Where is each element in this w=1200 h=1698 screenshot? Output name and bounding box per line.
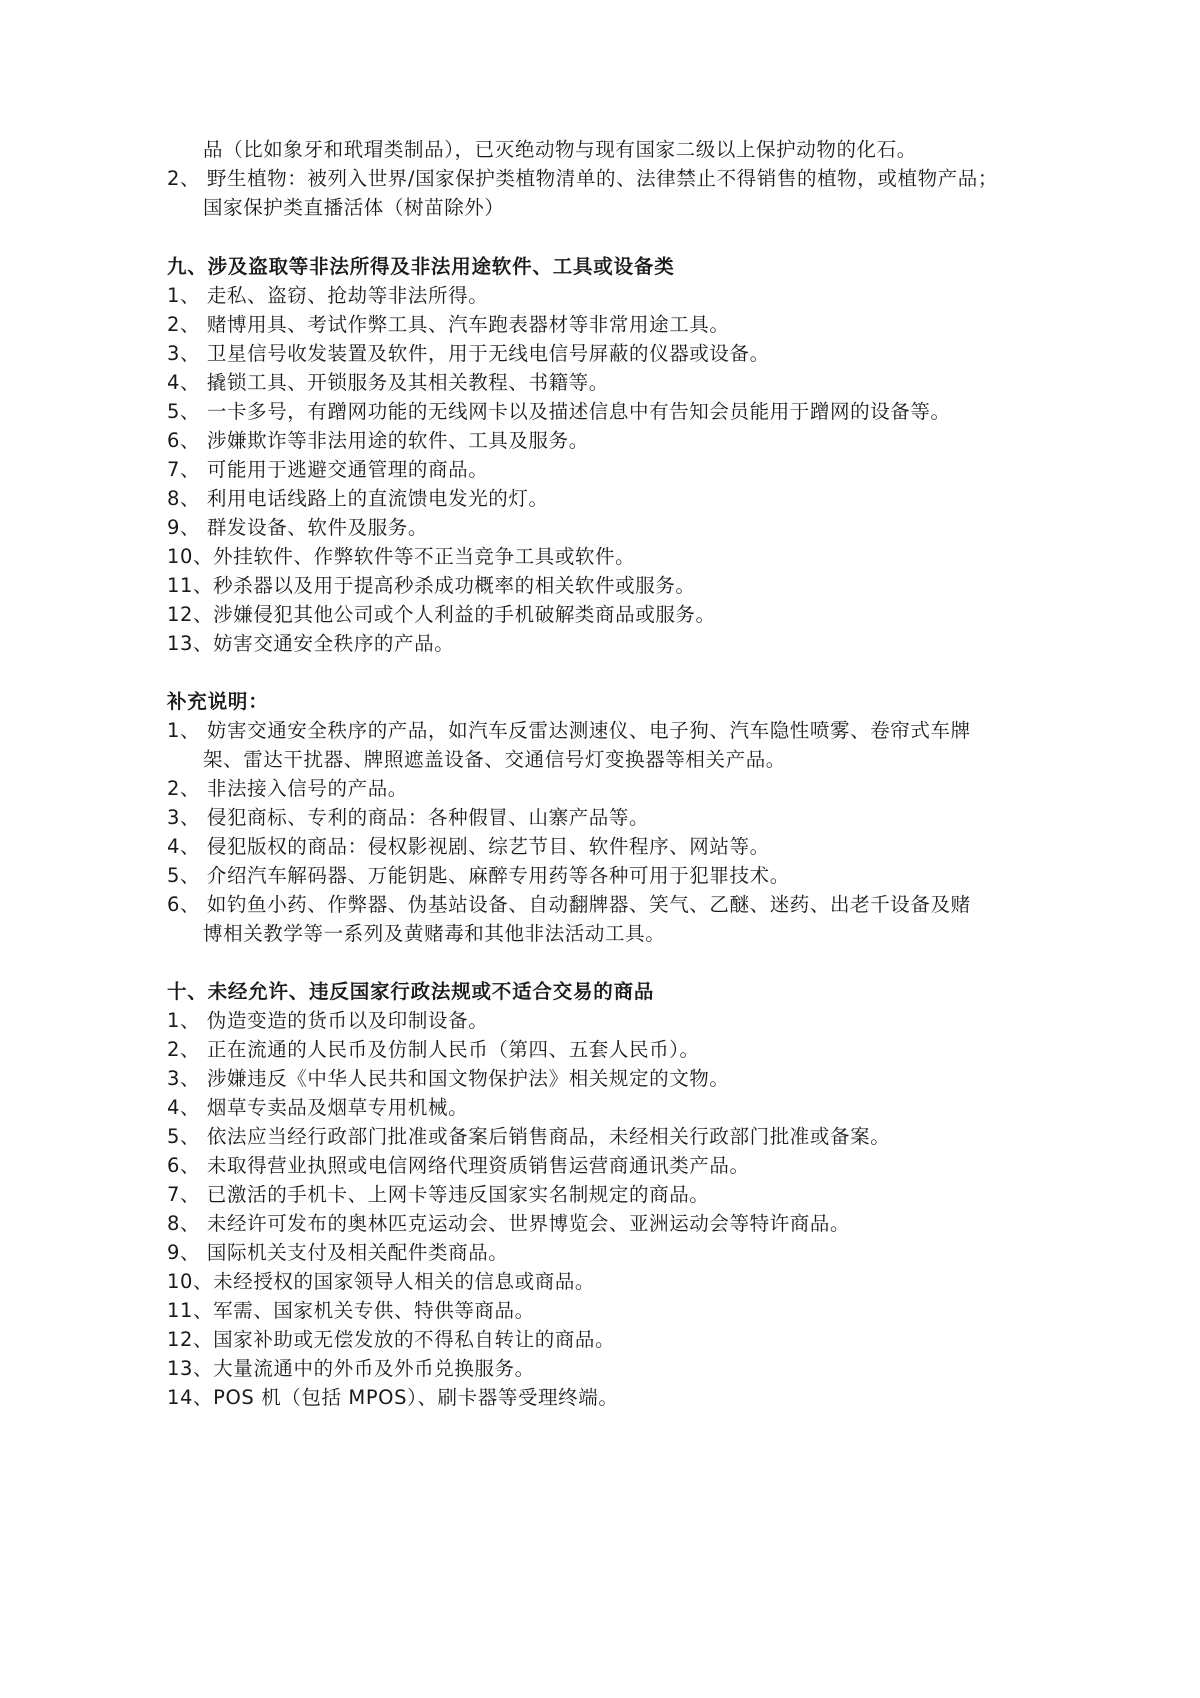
list-item: 2、 野生植物：被列入世界/国家保护类植物清单的、法律禁止不得销售的植物，或植物产品； [167,167,998,190]
list-item: 10、外挂软件、作弊软件等不正当竞争工具或软件。 [167,545,636,568]
list-item-continuation: 博相关教学等一系列及黄赌毒和其他非法活动工具。 [203,922,666,945]
list-item: 6、 涉嫌欺诈等非法用途的软件、工具及服务。 [167,429,589,452]
list-item-continuation: 架、雷达干扰器、牌照遮盖设备、交通信号灯变换器等相关产品。 [203,748,786,771]
list-item: 10、未经授权的国家领导人相关的信息或商品。 [167,1270,596,1293]
list-item: 5、 一卡多号，有蹭网功能的无线网卡以及描述信息中有告知会员能用于蹭网的设备等。 [167,400,951,423]
list-item: 8、 未经许可发布的奥林匹克运动会、世界博览会、亚洲运动会等特许商品。 [167,1212,851,1235]
list-item: 3、 涉嫌违反《中华人民共和国文物保护法》相关规定的文物。 [167,1067,730,1090]
list-item: 3、 卫星信号收发装置及软件，用于无线电信号屏蔽的仪器或设备。 [167,342,770,365]
list-item: 2、 正在流通的人民币及仿制人民币（第四、五套人民币）。 [167,1038,700,1061]
list-item: 2、 非法接入信号的产品。 [167,777,408,800]
list-item: 7、 可能用于逃避交通管理的商品。 [167,458,489,481]
list-item: 9、 国际机关支付及相关配件类商品。 [167,1241,509,1264]
list-item: 5、 介绍汽车解码器、万能钥匙、麻醉专用药等各种可用于犯罪技术。 [167,864,790,887]
list-item: 6、 如钓鱼小药、作弊器、伪基站设备、自动翻牌器、笑气、乙醚、迷药、出老千设备及赌 [167,893,971,916]
list-item: 2、 赌博用具、考试作弊工具、汽车跑表器材等非常用途工具。 [167,313,730,336]
list-item: 9、 群发设备、软件及服务。 [167,516,429,539]
list-item: 7、 已激活的手机卡、上网卡等违反国家实名制规定的商品。 [167,1183,710,1206]
list-item: 1、 走私、盗窃、抢劫等非法所得。 [167,284,489,307]
list-item: 6、 未取得营业执照或电信网络代理资质销售运营商通讯类产品。 [167,1154,750,1177]
list-item: 4、 撬锁工具、开锁服务及其相关教程、书籍等。 [167,371,609,394]
list-item: 5、 依法应当经行政部门批准或备案后销售商品，未经相关行政部门批准或备案。 [167,1125,891,1148]
list-item: 13、妨害交通安全秩序的产品。 [167,632,455,655]
list-item: 12、涉嫌侵犯其他公司或个人利益的手机破解类商品或服务。 [167,603,716,626]
list-item-continuation: 国家保护类直播活体（树苗除外） [203,196,505,219]
list-item: 12、国家补助或无偿发放的不得私自转让的商品。 [167,1328,616,1351]
section-heading: 补充说明： [167,690,269,713]
section-heading: 九、涉及盗取等非法所得及非法用途软件、工具或设备类 [167,255,675,278]
list-item: 4、 烟草专卖品及烟草专用机械。 [167,1096,469,1119]
list-item: 1、 妨害交通安全秩序的产品，如汽车反雷达测速仪、电子狗、汽车隐性喷雾、卷帘式车牌 [167,719,971,742]
list-item: 8、 利用电话线路上的直流馈电发光的灯。 [167,487,549,510]
list-item: 11、秒杀器以及用于提高秒杀成功概率的相关软件或服务。 [167,574,696,597]
list-item: 品（比如象牙和玳瑁类制品），已灭绝动物与现有国家二级以上保护动物的化石。 [203,138,917,161]
list-item: 4、 侵犯版权的商品：侵权影视剧、综艺节目、软件程序、网站等。 [167,835,770,858]
list-item: 1、 伪造变造的货币以及印制设备。 [167,1009,489,1032]
list-item: 13、大量流通中的外币及外币兑换服务。 [167,1357,535,1380]
list-item: 11、军需、国家机关专供、特供等商品。 [167,1299,535,1322]
list-item: 3、 侵犯商标、专利的商品：各种假冒、山寨产品等。 [167,806,650,829]
section-heading: 十、未经允许、违反国家行政法规或不适合交易的商品 [167,980,655,1003]
list-item: 14、POS 机（包括 MPOS）、刷卡器等受理终端。 [167,1386,619,1409]
